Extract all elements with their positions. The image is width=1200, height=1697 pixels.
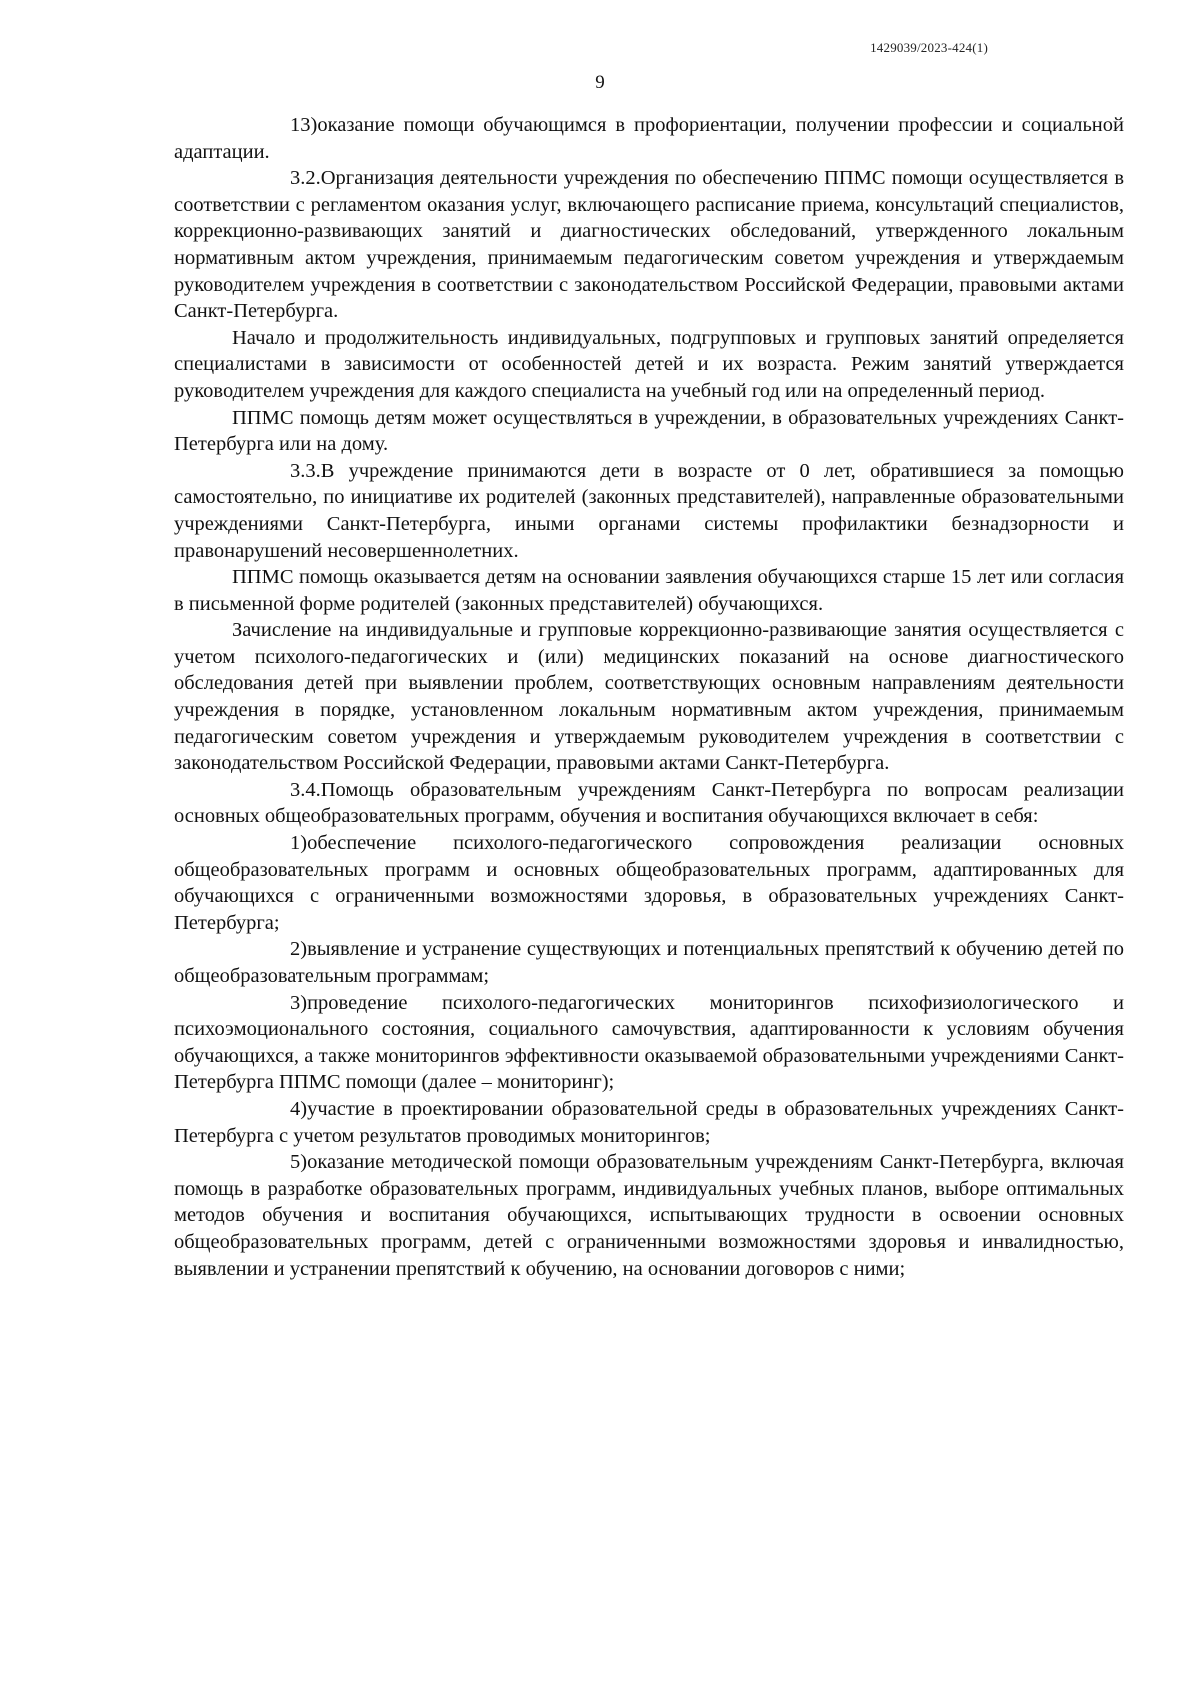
paragraph-text: Организация деятельности учреждения по обеспечению ППМС помощи осуществляется в соответствии с регламентом оказания услуг, включающего расписание приема, консультаций специалистов, коррекционно-развивающих занятий и диагностических обследований, утвержденного локальным нормативным актом учреждения, принимаемым педагогическим советом учреждения и утверждаемым руководителем учреждения в соответствии с законодательством Российской Федерации, правовыми актами Санкт-Петербурга. (174, 167, 1124, 323)
section-number: 3.3. (290, 459, 321, 482)
paragraph (174, 617, 1124, 777)
paragraph-item-1 (174, 830, 1124, 936)
item-number: 5) (290, 1151, 308, 1174)
item-number: 13) (290, 114, 318, 136)
item-number: 4) (290, 1097, 308, 1120)
section-number: 3.2. (290, 167, 321, 190)
paragraph-text: ППМС помощь детям может осуществляться в учреждении, в образовательных учреждениях Санкт-Петербурга или на дому. (174, 406, 1124, 456)
paragraph-text: Помощь образовательным учреждениям Санкт-Петербурга по вопросам реализации основных общеобразовательных программ, обучения и воспитания обучающихся включает в себя: (174, 778, 1124, 828)
item-number: 1) (290, 832, 308, 855)
paragraph-text: участие в проектировании образовательной среды в образовательных учреждениях Санкт-Петербурга с учетом результатов проводимых мониторингов; (174, 1097, 1124, 1147)
document-body (174, 112, 1124, 1282)
item-number: 3) (290, 991, 308, 1014)
paragraph-text: выявление и устранение существующих и потенциальных препятствий к обучению детей по общеобразовательным программам; (174, 938, 1124, 987)
page-number: 9 (595, 72, 605, 93)
paragraph-section-3-2 (174, 165, 1124, 325)
item-number: 2) (290, 938, 308, 961)
paragraph (174, 564, 1124, 617)
paragraph-item-4 (174, 1096, 1124, 1149)
paragraph-item-2 (174, 936, 1124, 989)
paragraph-text: проведение психолого-педагогических мониторингов психофизиологического и психоэмоционального состояния, социального самочувствия, адаптированности к условиям обучения обучающихся, а также мониторингов эффективности оказываемой образовательными учреждениями Санкт-Петербурга ППМС помощи (далее – мониторинг); (174, 991, 1124, 1094)
paragraph-text: Зачисление на индивидуальные и групповые коррекционно-развивающие занятия осуществляется с учетом психолого-педагогических и (или) медицинских показаний на основе диагностического обследования детей при выявлении проблем, соответствующих основным направлениям деятельности учреждения в порядке, установленном локальным нормативным актом учреждения, принимаемым педагогическим советом учреждения и утверждаемым руководителем учреждения в соответствии с законодательством Российской Федерации, правовыми актами Санкт-Петербурга. (174, 619, 1124, 775)
paragraph-item-5 (174, 1149, 1124, 1282)
paragraph-text: В учреждение принимаются дети в возрасте от 0 лет, обратившиеся за помощью самостоятельно, по инициативе их родителей (законных представителей), направленные образовательными учреждениями Санкт-Петербурга, иными органами системы профилактики безнадзорности и правонарушений несовершеннолетних. (174, 459, 1124, 562)
paragraph-item-3 (174, 990, 1124, 1096)
paragraph-item-13 (174, 112, 1124, 165)
paragraph-text: ППМС помощь оказывается детям на основании заявления обучающихся старше 15 лет или согласия в письменной форме родителей (законных представителей) обучающихся. (174, 566, 1124, 615)
paragraph-text: оказание помощи обучающимся в профориентации, получении профессии и социальной адаптации. (174, 114, 1124, 163)
paragraph-text: Начало и продолжительность индивидуальных, подгрупповых и групповых занятий определяется специалистами в зависимости от особенностей детей и их возраста. Режим занятий утверждается руководителем учреждения для каждого специалиста на учебный год или на определенный период. (174, 326, 1124, 402)
paragraph-text: оказание методической помощи образовательным учреждениям Санкт-Петербурга, включая помощь в разработке образовательных программ, индивидуальных учебных планов, выборе оптимальных методов обучения и воспитания обучающихся, испытывающих трудности в освоении основных общеобразовательных программ, детей с ограниченными возможностями здоровья и инвалидностью, выявлении и устранении препятствий к обучению, на основании договоров с ними; (174, 1151, 1124, 1280)
paragraph (174, 325, 1124, 405)
paragraph-text: обеспечение психолого-педагогического сопровождения реализации основных общеобразовательных программ и основных общеобразовательных программ, адаптированных для обучающихся с ограниченными возможностями здоровья, в образовательных учреждениях Санкт-Петербурга; (174, 832, 1124, 934)
paragraph-section-3-3 (174, 458, 1124, 564)
paragraph-section-3-4 (174, 777, 1124, 830)
paragraph (174, 405, 1124, 458)
section-number: 3.4. (290, 778, 321, 801)
document-id: 1429039/2023-424(1) (870, 40, 988, 55)
